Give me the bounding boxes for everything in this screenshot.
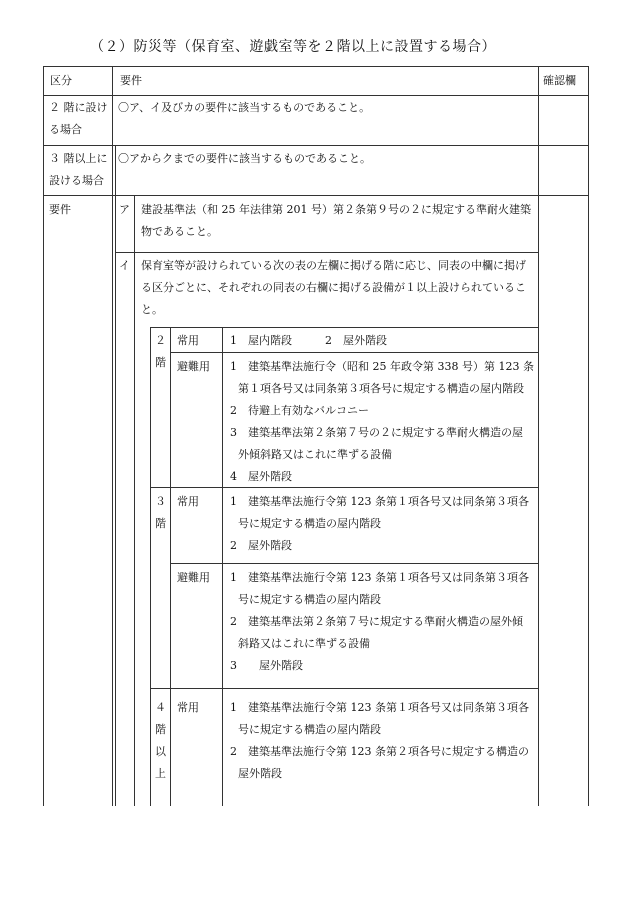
row-3f-label-2: 設ける場合 xyxy=(49,174,104,187)
page-title: （２）防災等（保育室、遊戯室等を２階以上に設置する場合） xyxy=(90,39,496,55)
floor3-jouyou-bottom xyxy=(170,563,538,564)
floor2-jouyou-items: 1 屋内階段 2 屋外階段 xyxy=(230,334,387,347)
row-a-bottom-border xyxy=(115,252,538,253)
floor2-char-1: ２ xyxy=(155,334,166,347)
floor2-jouyou-label: 常用 xyxy=(177,334,199,347)
row-2f-label-2: る場合 xyxy=(49,123,82,136)
floor4-jouyou-1b: 号に規定する構造の屋内階段 xyxy=(238,723,381,736)
youken-label: 要件 xyxy=(49,203,71,216)
floor4-char-1: ４ xyxy=(155,701,166,714)
floor3-char-2: 階 xyxy=(155,517,166,530)
i-line-3: と。 xyxy=(141,303,163,316)
header-youken: 要件 xyxy=(120,74,142,87)
floor3-hinan-label: 避難用 xyxy=(177,571,210,584)
floor4-jouyou-2a: 2 建築基準法施行令第 123 条第２項各号に規定する構造の xyxy=(230,745,529,758)
floor3-jouyou-label: 常用 xyxy=(177,495,199,508)
floor4-jouyou-1a: 1 建築基準法施行令第 123 条第１項各号又は同条第３項各 xyxy=(230,701,529,714)
mark-column-right xyxy=(134,195,135,806)
floor4-jouyou-2b: 屋外階段 xyxy=(238,767,282,780)
mark-a: ア xyxy=(119,203,130,216)
floor4-char-2: 階 xyxy=(155,723,166,736)
table-left-border xyxy=(43,66,44,806)
inner-table-top xyxy=(150,327,538,328)
floor3-jouyou-1b: 号に規定する構造の屋内階段 xyxy=(238,517,381,530)
a-line-2: 物であること。 xyxy=(141,225,218,238)
floor3-char-1: ３ xyxy=(155,495,166,508)
row-2f-label-1: ２ 階に設け xyxy=(49,101,108,114)
floor4-char-3: 以 xyxy=(155,745,166,758)
kubun-right-border-double xyxy=(115,145,116,806)
floor2-hinan-4: 4 屋外階段 xyxy=(230,470,292,483)
header-kubun: 区分 xyxy=(50,74,72,87)
row-2f-bottom-border xyxy=(43,145,588,146)
confirm-left-border xyxy=(538,66,539,806)
floor2-jouyou-bottom xyxy=(170,352,538,353)
inner-left-border xyxy=(150,327,151,806)
floor3-hinan-2a: 2 建築基準法第２条第７号に規定する準耐火構造の屋外傾 xyxy=(230,615,523,628)
row-3f-label-1: ３ 階以上に xyxy=(49,152,108,165)
floor3-hinan-3: 3 屋外階段 xyxy=(230,659,303,672)
row-3f-bottom-border xyxy=(43,195,588,196)
floor2-bottom xyxy=(150,487,538,488)
i-line-1: 保育室等が設けられている次の表の左欄に掲げる階に応じ、同表の中欄に掲げ xyxy=(141,259,526,272)
floor3-hinan-2b: 斜路又はこれに準ずる設備 xyxy=(238,637,370,650)
floor2-hinan-3b: 外傾斜路又はこれに準ずる設備 xyxy=(238,448,392,461)
floor3-jouyou-1a: 1 建築基準法施行令第 123 条第１項各号又は同条第３項各 xyxy=(230,495,529,508)
row-3f-text: 〇アからクまでの要件に該当するものであること。 xyxy=(118,152,371,165)
floor2-hinan-1b: 第１項各号又は同条第３項各号に規定する構造の屋内階段 xyxy=(238,382,524,395)
floor2-char-2: 階 xyxy=(155,356,166,369)
kubun-right-border xyxy=(112,66,113,806)
floor3-hinan-1a: 1 建築基準法施行令第 123 条第１項各号又は同条第３項各 xyxy=(230,571,529,584)
floor2-hinan-2: 2 待避上有効なバルコニー xyxy=(230,404,369,417)
floor3-hinan-1b: 号に規定する構造の屋内階段 xyxy=(238,593,381,606)
row-2f-text: 〇ア、イ及びカの要件に該当するものであること。 xyxy=(118,101,371,114)
i-line-2: る区分ごとに、それぞれの同表の右欄に掲げる設備が１以上設けられているこ xyxy=(141,281,526,294)
header-kakunin: 確認欄 xyxy=(543,74,576,87)
floor2-hinan-label: 避難用 xyxy=(177,360,210,373)
inner-type-col-right xyxy=(222,327,223,806)
floor2-hinan-1a: 1 建築基準法施行令（昭和 25 年政令第 338 号）第 123 条 xyxy=(230,360,534,373)
floor4-jouyou-label: 常用 xyxy=(177,701,199,714)
a-line-1: 建設基準法（和 25 年法律第 201 号）第２条第９号の２に規定する準耐火建築 xyxy=(141,203,531,216)
floor3-bottom xyxy=(150,688,538,689)
inner-floor-col-right xyxy=(170,327,171,806)
floor3-jouyou-2: 2 屋外階段 xyxy=(230,539,292,552)
floor4-char-4: 上 xyxy=(155,767,166,780)
table-right-border xyxy=(588,66,589,806)
header-bottom-border xyxy=(43,95,588,96)
floor2-hinan-3a: 3 建築基準法第２条第７号の２に規定する準耐火構造の屋 xyxy=(230,426,523,439)
table-top-border xyxy=(43,66,588,67)
mark-i: イ xyxy=(119,259,130,272)
